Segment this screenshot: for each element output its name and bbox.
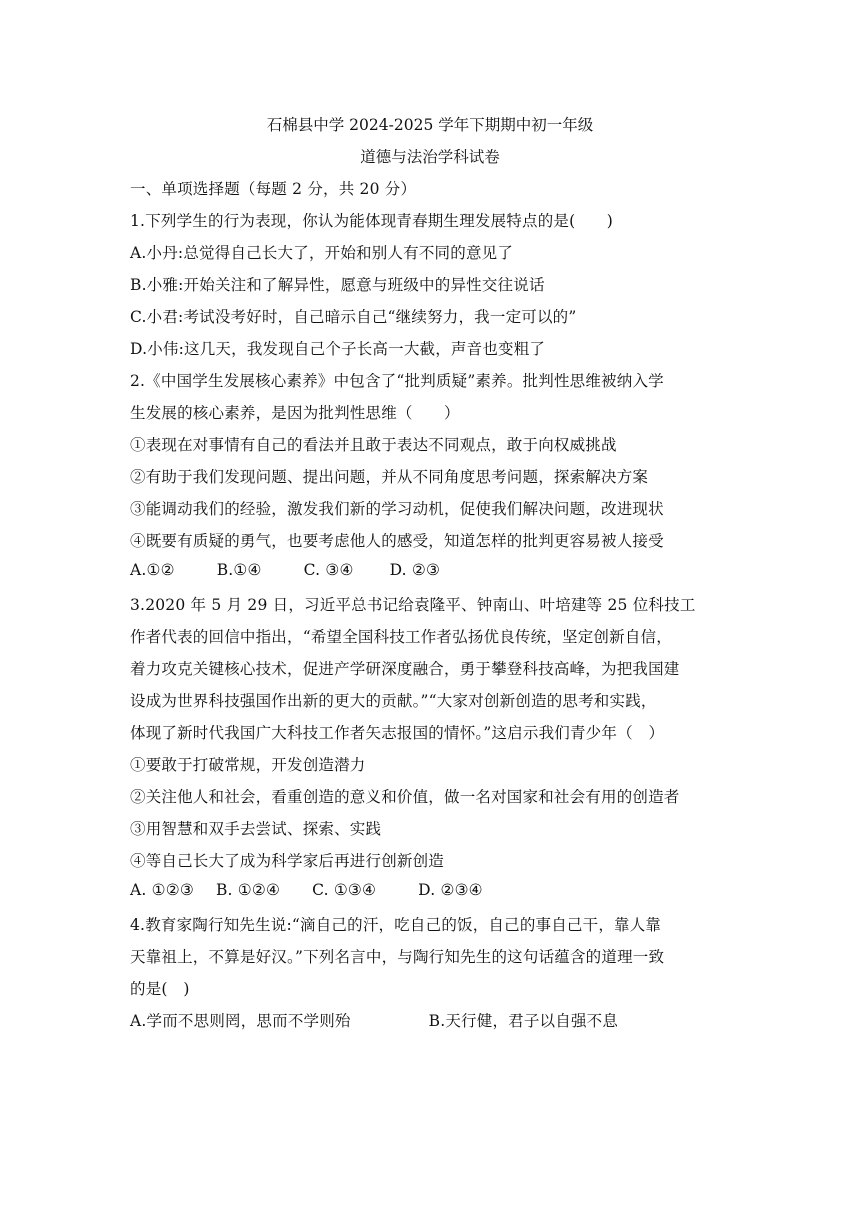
q2-statement-1: ①表现在对事情有自己的看法并且敢于表达不同观点，敢于向权威挑战 (130, 436, 617, 454)
q3-stem-line5: 体现了新时代我国广大科技工作者矢志报国的情怀。”这启示我们青少年（ ） (130, 724, 665, 742)
exam-subtitle: 道德与法治学科试卷 (360, 148, 500, 166)
q3-statement-2: ②关注他人和社会，看重创造的意义和价值，做一名对国家和社会有用的创造者 (130, 788, 680, 806)
q3-option-a: A. ①②③ (130, 881, 194, 899)
q2-stem-line2: 生发展的核心素养，是因为批判性思维（ ） (130, 404, 460, 422)
q4-stem-line3: 的是( ) (130, 980, 190, 998)
q3-statement-4: ④等自己长大了成为科学家后再进行创新创造 (130, 852, 445, 870)
q2-option-c: C. ③④ (303, 561, 354, 579)
q3-options (130, 881, 483, 899)
q3-statement-1: ①要敢于打破常规，开发创造潜力 (130, 756, 366, 774)
q4-stem-line1: 4.教育家陶行知先生说:“滴自己的汗，吃自己的饭，自己的事自己干，靠人靠 (130, 916, 662, 934)
q4-options-row1 (130, 1009, 618, 1031)
q1-option-c: C.小君:考试没考好时，自己暗示自己“继续努力，我一定可以的” (130, 308, 577, 326)
q3-option-d: D. ②③④ (418, 881, 483, 899)
q3-stem-line4: 设成为世界科技强国作出新的更大的贡献。”“大家对创新创造的思考和实践， (130, 692, 657, 710)
q1-stem: 1.下列学生的行为表现，你认为能体现青春期生理发展特点的是( ) (130, 212, 613, 230)
q3-stem-line3: 着力攻克关键核心技术，促进产学研深度融合，勇于攀登科技高峰，为把我国建 (130, 660, 680, 678)
q3-statement-3: ③用智慧和双手去尝试、探索、实践 (130, 820, 382, 838)
q1-option-a: A.小丹:总觉得自己长大了，开始和别人有不同的意见了 (130, 244, 514, 262)
q3-stem-line2: 作者代表的回信中指出，“希望全国科技工作者弘扬优良传统，坚定创新自信， (130, 628, 672, 646)
q2-statement-4: ④既要有质疑的勇气，也要考虑他人的感受，知道怎样的批判更容易被人接受 (130, 532, 664, 550)
q4-option-b: B.天行健，君子以自强不息 (428, 1012, 619, 1030)
q4-option-a: A.学而不思则罔，思而不学则殆 (130, 1012, 351, 1030)
q4-stem-line2: 天靠祖上，不算是好汉。”下列名言中，与陶行知先生的这句话蕴含的道理一致 (130, 948, 665, 966)
q2-option-b: B.①④ (216, 561, 262, 579)
q2-statement-2: ②有助于我们发现问题、提出问题，并从不同角度思考问题，探索解决方案 (130, 468, 649, 486)
q2-options (130, 561, 440, 579)
q2-option-a: A.①② (130, 561, 175, 579)
q1-option-d: D.小伟:这几天，我发现自己个子长高一大截，声音也变粗了 (130, 340, 546, 358)
q2-option-d: D. ②③ (389, 561, 441, 579)
q3-option-c: C. ①③④ (312, 881, 377, 899)
q2-stem-line1: 2.《中国学生发展核心素养》中包含了“批判质疑”素养。批判性思维被纳入学 (130, 372, 664, 390)
exam-title: 石棉县中学 2024-2025 学年下期期中初一年级 (266, 116, 594, 134)
q3-stem-line1: 3.2020 年 5 月 29 日，习近平总书记给袁隆平、钟南山、叶培建等 25 位科技工 (130, 596, 696, 614)
q3-option-b: B. ①②④ (215, 881, 281, 899)
q2-statement-3: ③能调动我们的经验，激发我们新的学习动机，促使我们解决问题，改进现状 (130, 500, 664, 518)
section-heading: 一、单项选择题（每题 2 分，共 20 分） (130, 180, 417, 198)
q1-option-b: B.小雅:开始关注和了解异性，愿意与班级中的异性交往说话 (130, 276, 545, 294)
